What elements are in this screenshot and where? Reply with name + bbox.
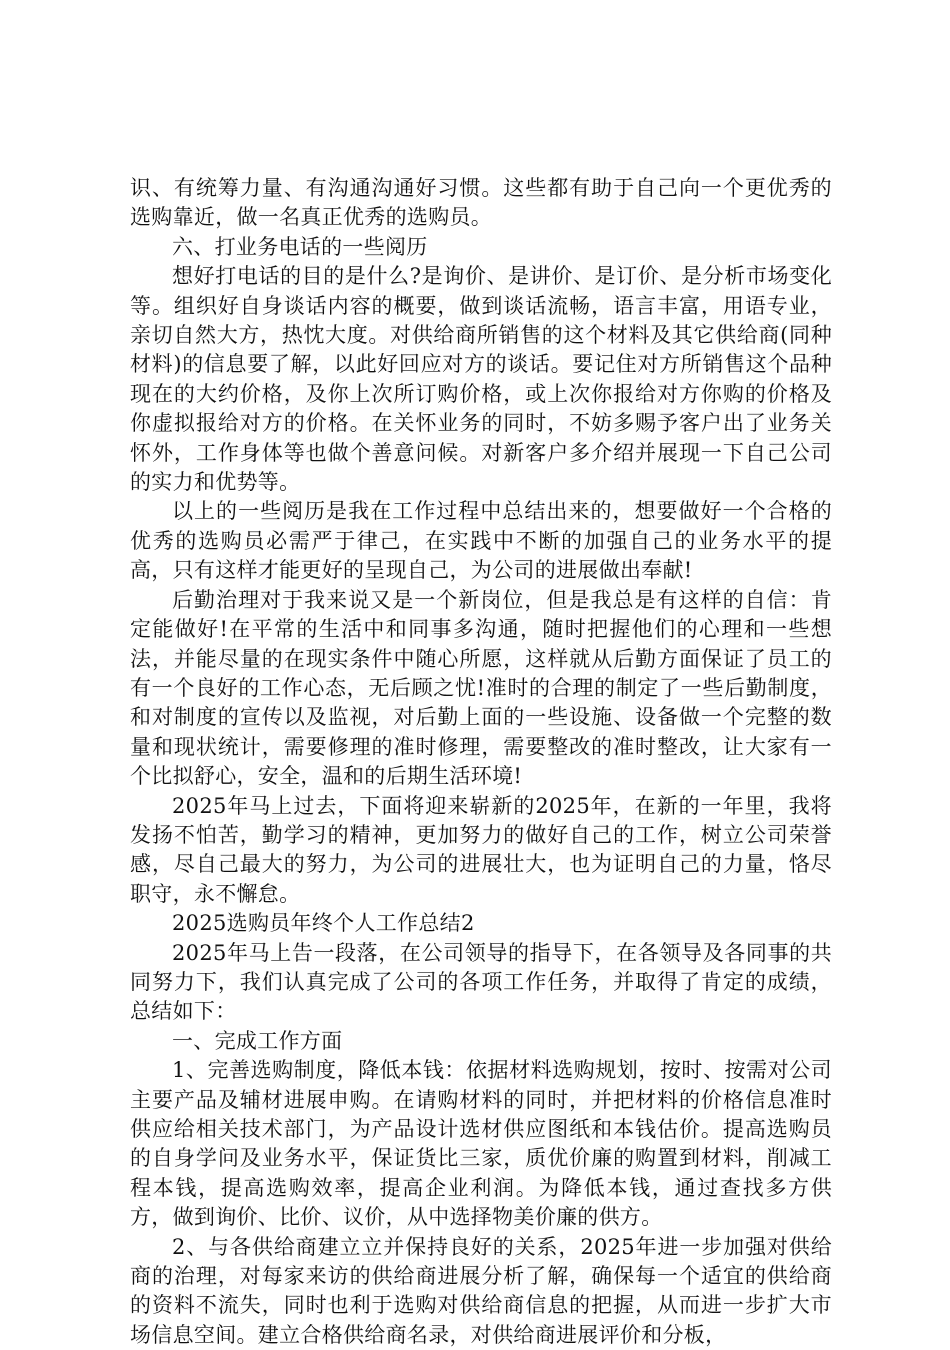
paragraph-new-year-outlook: 2025年马上过去，下面将迎来崭新的2025年，在新的一年里，我将发扬不怕苦，勤学习的精神，更加努力的做好自己的工作，树立公司荣誉感，尽自己最大的努力，为公司的进展壮大，也为证明自己的力量，恪尽职守，永不懈怠。 — [130, 793, 832, 906]
paragraph-intro-continuation: 识、有统筹力量、有沟通沟通好习惯。这些都有助于自己向一个更优秀的选购靠近，做一名真正优秀的选购员。 — [130, 176, 832, 230]
paragraph-supplier-relations: 2、与各供给商建立立并保持良好的关系，2025年进一步加强对供给商的治理，对每家来访的供给商进展分析了解，确保每一个适宜的供给商的资料不流失，同时也利于选购对供给商信息的把握，从而进一步扩大市场信息空间。建立合格供给商名录，对供给商进展评价和分板， — [130, 1234, 832, 1347]
paragraph-summary-experience: 以上的一些阅历是我在工作过程中总结出来的，想要做好一个合格的优秀的选购员必需严于律己，在实践中不断的加强自己的业务水平的提高，只有这样才能更好的呈现自己，为公司的进展做出奉献! — [130, 499, 832, 583]
section-heading-phone-experience: 六、打业务电话的一些阅历 — [172, 234, 428, 259]
section-heading-work-completed: 一、完成工作方面 — [172, 1028, 343, 1053]
paragraph-summary-intro: 2025年马上告一段落，在公司领导的指导下，在各领导及各同事的共同努力下，我们认真完成了公司的各项工作任务，并取得了肯定的成绩，总结如下： — [130, 940, 832, 1024]
section-heading-summary-2: 2025选购员年终个人工作总结2 — [172, 911, 475, 936]
document-body — [130, 174, 832, 1350]
paragraph-phone-tips: 想好打电话的目的是什么?是询价、是讲价、是订价、是分析市场变化等。组织好自身谈话内容的概要，做到谈话流畅，语言丰富，用语专业，亲切自然大方，热忱大度。对供给商所销售的这个材料及其它供给商(同种材料)的信息要了解，以此好回应对方的谈话。要记住对方所销售这个品种现在的大约价格，及你上次所订购价格，或上次你报给对方你购的价格及你虚拟报给对方的价格。在关怀业务的同时，不妨多赐予客户出了业务关怀外，工作身体等也做个善意问候。对新客户多介绍并展现一下自己公司的实力和优势等。 — [130, 264, 832, 495]
paragraph-procurement-system: 1、完善选购制度，降低本钱：依据材料选购规划，按时、按需对公司主要产品及辅材进展申购。在请购材料的同时，并把材料的价格信息准时供应给相关技术部门，为产品设计选材供应图纸和本钱估价。提高选购员的自身学问及业务水平，保证货比三家，质优价廉的购置到材料，削减工程本钱，提高选购效率，提高企业利润。为降低本钱，通过查找多方供方，做到询价、比价、议价，从中选择物美价廉的供方。 — [130, 1058, 832, 1230]
paragraph-logistics-management: 后勤治理对于我来说又是一个新岗位，但是我总是有这样的自信：肯定能做好!在平常的生活中和同事多沟通，随时把握他们的心理和一些想法，并能尽量的在现实条件中随心所愿，这样就从后勤方面保证了员工的有一个良好的工作心态，无后顾之忧!准时的合理的制定了一些后勤制度，和对制度的宣传以及监视，对后勤上面的一些设施、设备做一个完整的数量和现状统计，需要修理的准时修理，需要整改的准时整改，让大家有一个比拟舒心，安全，温和的后期生活环境! — [130, 587, 832, 789]
